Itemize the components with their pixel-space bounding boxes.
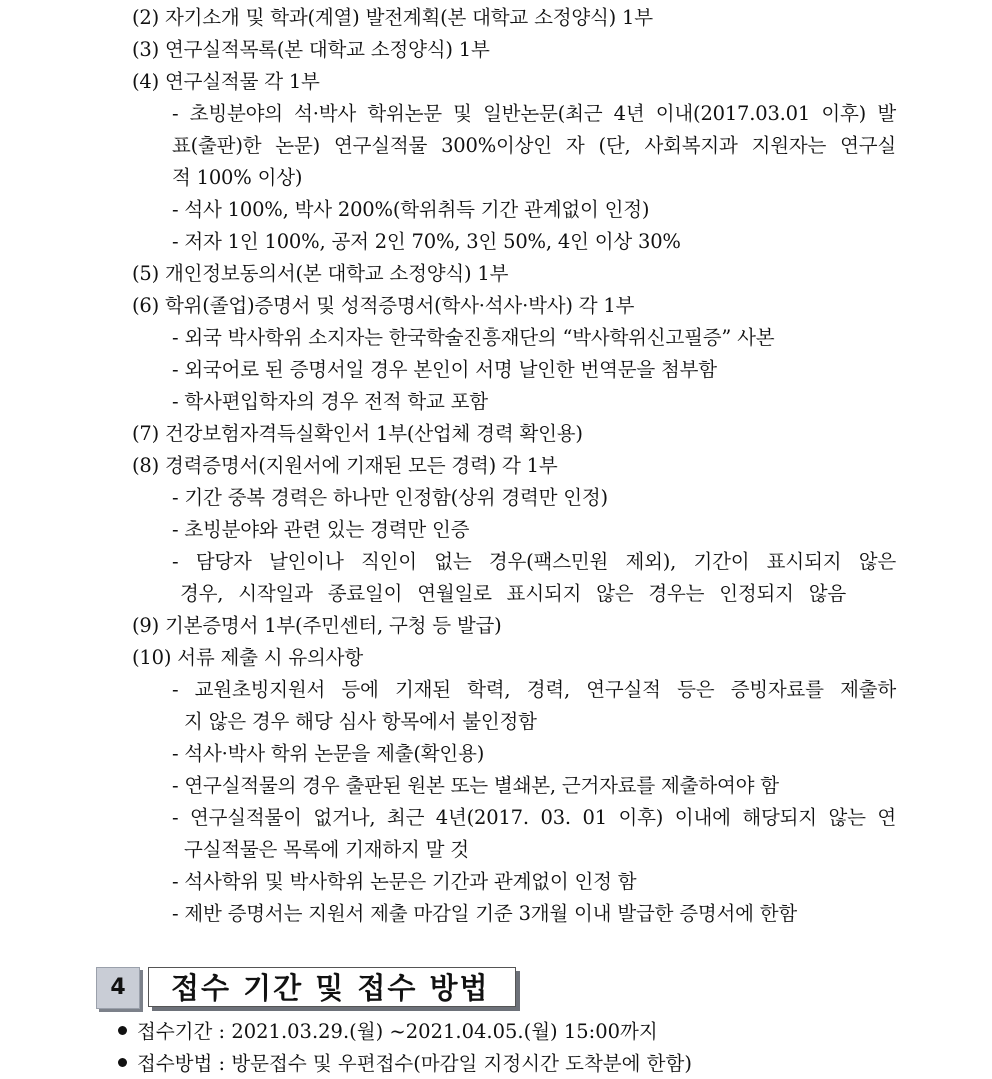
item-8-sub-2: - 초빙분야와 관련 있는 경력만 인증 xyxy=(172,518,470,541)
item-10-sub-2: - 석사·박사 학위 논문을 제출(확인용) xyxy=(172,742,485,765)
item-9: (9) 기본증명서 1부(주민센터, 구청 등 발급) xyxy=(132,614,502,637)
item-5: (5) 개인정보동의서(본 대학교 소정양식) 1부 xyxy=(132,262,509,285)
item-4-sub-1-cont: 표(출판)한 논문) 연구실적물 300%이상인 자 (단, 사회복지과 지원자는 연구실 xyxy=(172,134,896,157)
item-6: (6) 학위(졸업)증명서 및 성적증명서(학사·석사·박사) 각 1부 xyxy=(132,294,635,317)
item-10-sub-3: - 연구실적물의 경우 출판된 원본 또는 별쇄본, 근거자료를 제출하여야 함 xyxy=(172,774,779,797)
item-4-sub-2: - 석사 100%, 박사 200%(학위취득 기간 관계없이 인정) xyxy=(172,198,650,221)
item-10-sub-6: - 제반 증명서는 지원서 제출 마감일 기준 3개월 이내 발급한 증명서에 한함 xyxy=(172,902,798,925)
item-10: (10) 서류 제출 시 유의사항 xyxy=(132,646,363,669)
item-10-sub-1-cont: 지 않은 경우 해당 심사 항목에서 불인정함 xyxy=(184,710,537,733)
item-8-sub-1: - 기간 중복 경력은 하나만 인정함(상위 경력만 인정) xyxy=(172,486,608,509)
item-10-sub-5: - 석사학위 및 박사학위 논문은 기간과 관계없이 인정 함 xyxy=(172,870,637,893)
item-10-sub-4-cont: 구실적물은 목록에 기재하지 말 것 xyxy=(184,838,469,861)
item-3: (3) 연구실적목록(본 대학교 소정양식) 1부 xyxy=(132,38,490,61)
item-8-sub-3: - 담당자 날인이나 직인이 없는 경우(팩스민원 제외), 기간이 표시되지 않은 xyxy=(172,550,896,573)
item-10-sub-1: - 교원초빙지원서 등에 기재된 학력, 경력, 연구실적 등은 증빙자료를 제출하 xyxy=(172,678,896,701)
bullet-text: 접수방법 : 방문접수 및 우편접수(마감일 지정시간 도착분에 한함) xyxy=(137,1052,692,1075)
item-4-sub-1: - 초빙분야의 석·박사 학위논문 및 일반논문(최근 4년 이내(2017.03.01 이후) 발 xyxy=(172,102,896,125)
bullet-item-period xyxy=(118,1018,658,1046)
bullet-text: 접수기간 : 2021.03.29.(월) ~2021.04.05.(월) 15:00까지 xyxy=(137,1020,658,1043)
item-4-sub-3: - 저자 1인 100%, 공저 2인 70%, 3인 50%, 4인 이상 30% xyxy=(172,230,681,253)
item-4: (4) 연구실적물 각 1부 xyxy=(132,70,320,93)
item-4-sub-1-cont-2: 적 100% 이상) xyxy=(172,166,303,189)
item-6-sub-3: - 학사편입학자의 경우 전적 학교 포함 xyxy=(172,390,488,413)
item-6-sub-2: - 외국어로 된 증명서일 경우 본인이 서명 날인한 번역문을 첨부함 xyxy=(172,358,717,381)
item-6-sub-1: - 외국 박사학위 소지자는 한국학술진흥재단의 “박사학위신고필증” 사본 xyxy=(172,326,775,349)
section-header xyxy=(96,965,526,1013)
item-10-sub-4: - 연구실적물이 없거나, 최근 4년(2017. 03. 01 이후) 이내에 해당되지 않는 연 xyxy=(172,806,896,829)
item-2: (2) 자기소개 및 학과(계열) 발전계획(본 대학교 소정양식) 1부 xyxy=(132,6,653,29)
bullet-item-method xyxy=(118,1050,692,1078)
section-title: 접수 기간 및 접수 방법 xyxy=(148,967,516,1007)
item-8-sub-3-cont: 경우, 시작일과 종료일이 연월일로 표시되지 않은 경우는 인정되지 않음 xyxy=(180,582,846,605)
bullet-dot-icon xyxy=(118,1026,127,1035)
bullet-dot-icon xyxy=(118,1058,127,1067)
item-7: (7) 건강보험자격득실확인서 1부(산업체 경력 확인용) xyxy=(132,422,583,445)
item-8: (8) 경력증명서(지원서에 기재된 모든 경력) 각 1부 xyxy=(132,454,558,477)
section-number: 4 xyxy=(96,967,140,1009)
